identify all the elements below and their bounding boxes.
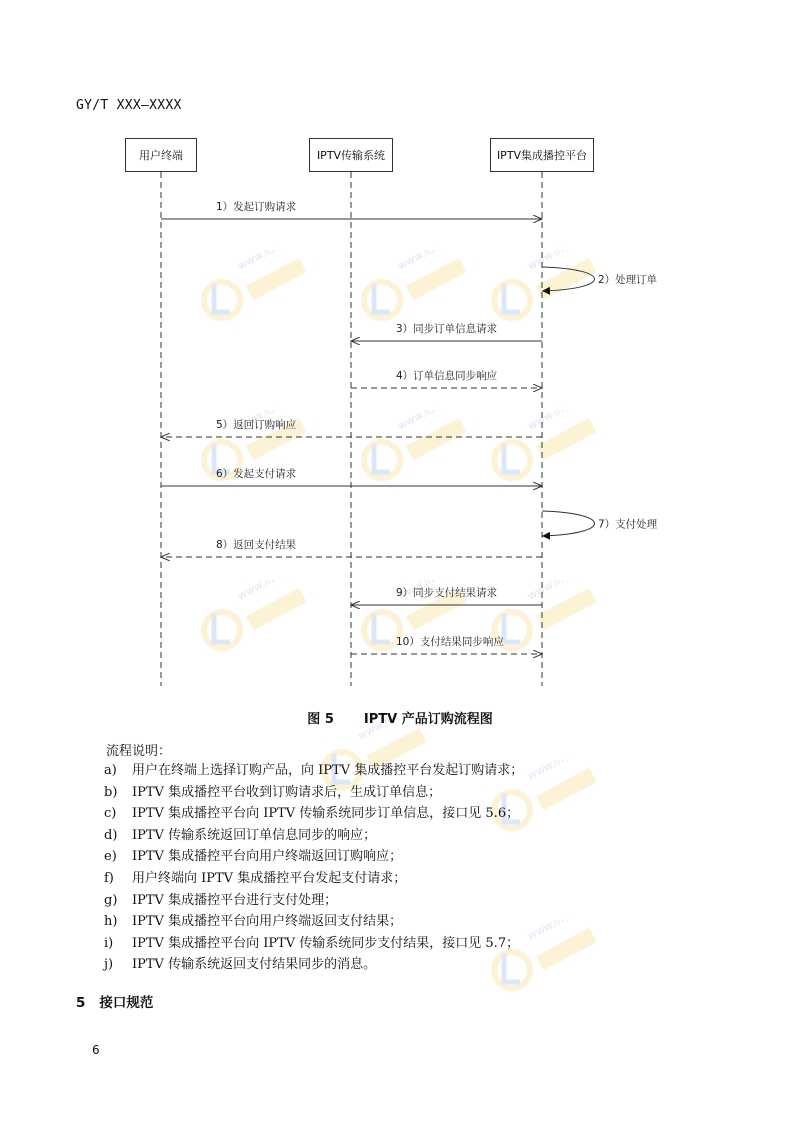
- item-marker: f): [104, 870, 114, 886]
- item-text: IPTV 集成播控平台进行支付处理；: [132, 892, 338, 908]
- description-list: [104, 760, 523, 976]
- svg-text:www.lmtw.com: [525, 760, 604, 783]
- figure-number: 图 5: [307, 712, 334, 727]
- section-number: 5: [76, 995, 86, 1011]
- description-item: [104, 890, 523, 912]
- description-item: [104, 760, 523, 782]
- participant-label: IPTV集成播控平台: [496, 149, 588, 162]
- item-text: IPTV 传输系统返回支付结果同步的消息。: [132, 957, 377, 973]
- item-marker: c): [104, 806, 117, 822]
- message-label: 10）支付结果同步响应: [396, 636, 504, 648]
- participant-label: 用户终端: [139, 149, 183, 162]
- item-marker: h): [104, 914, 118, 930]
- message-label: 7）支付处理: [598, 518, 658, 531]
- description-title: 流程说明：: [106, 744, 172, 759]
- item-text: 用户在终端上选择订购产品，向 IPTV 集成播控平台发起订购请求；: [132, 763, 524, 778]
- header-standard-code: GY/T XXX—XXXX: [76, 98, 182, 113]
- self-message-arrow: [542, 511, 595, 536]
- figure-title: IPTV 产品订购流程图: [363, 712, 493, 727]
- message-label: 5）返回订购响应: [216, 419, 297, 431]
- description-item: [104, 868, 523, 890]
- description-item: [104, 846, 523, 868]
- item-text: IPTV 集成播控平台向用户终端返回订购响应；: [132, 849, 403, 865]
- item-marker: j): [104, 957, 114, 973]
- description-item: [104, 933, 523, 955]
- message-label: 2）处理订单: [598, 274, 658, 286]
- description-item: [104, 782, 523, 804]
- message-label: 8）返回支付结果: [216, 539, 297, 551]
- item-text: IPTV 集成播控平台向 IPTV 传输系统同步支付结果，接口见 5.7；: [132, 935, 520, 951]
- page-number: 6: [92, 1043, 100, 1057]
- section-title: 接口规范: [99, 995, 154, 1011]
- message-label: 3）同步订单信息请求: [396, 323, 498, 335]
- item-text: IPTV 集成播控平台向用户终端返回支付结果；: [132, 914, 403, 930]
- item-marker: g): [104, 892, 118, 908]
- message-label: 4）订单信息同步响应: [396, 370, 498, 382]
- description-item: [104, 803, 523, 825]
- message-label: 1）发起订购请求: [216, 201, 297, 213]
- description-item: [104, 825, 523, 847]
- item-text: IPTV 传输系统返回订单信息同步的响应；: [132, 827, 377, 843]
- description-item: [104, 911, 523, 933]
- section-heading: [76, 991, 153, 1011]
- item-marker: a): [104, 763, 117, 778]
- description-item: [104, 954, 523, 976]
- item-text: IPTV 集成播控平台收到订购请求后，生成订单信息；: [132, 784, 442, 800]
- figure-caption: [0, 708, 800, 727]
- message-label: 9）同步支付结果请求: [396, 587, 498, 599]
- svg-text:www.lmtw.com: [525, 920, 604, 943]
- participant-label: IPTV传输系统: [316, 149, 386, 162]
- item-marker: b): [104, 784, 118, 800]
- item-text: IPTV 集成播控平台向 IPTV 传输系统同步订单信息，接口见 5.6；: [132, 806, 520, 822]
- item-marker: d): [104, 827, 118, 843]
- item-text: 用户终端向 IPTV 集成播控平台发起支付请求；: [132, 870, 407, 886]
- self-message-arrow: [542, 267, 595, 291]
- item-marker: i): [104, 935, 114, 951]
- item-marker: e): [104, 849, 117, 865]
- message-label: 6）发起支付请求: [216, 468, 297, 480]
